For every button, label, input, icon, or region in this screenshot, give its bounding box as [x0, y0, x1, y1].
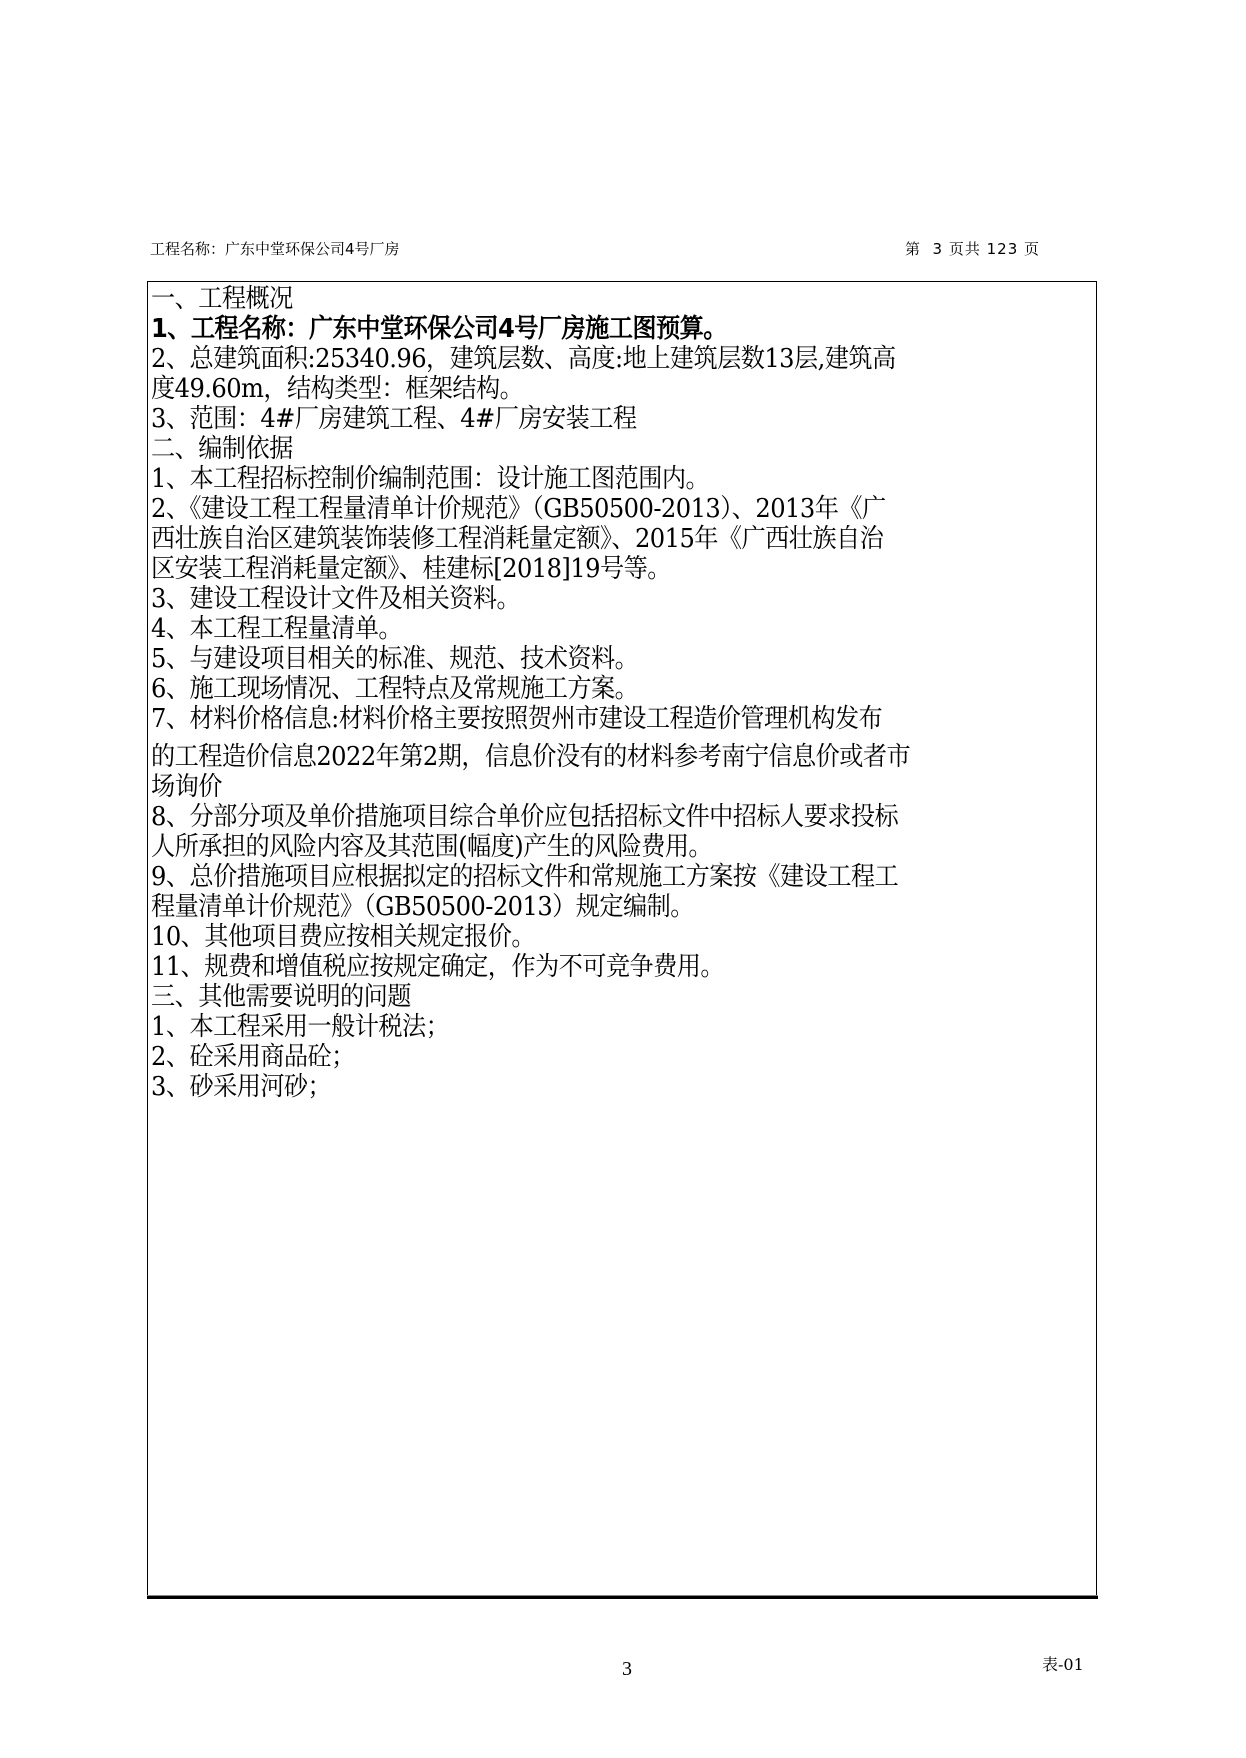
page-number: 3: [622, 1658, 632, 1680]
section-heading: 三、其他需要说明的问题: [151, 982, 411, 1012]
text-line: 1、本工程招标控制价编制范围：设计施工图范围内。: [151, 464, 710, 494]
text-line: 8、分部分项及单价措施项目综合单价应包括招标文件中招标人要求投标: [151, 802, 899, 832]
text-line: 2、砼采用商品砼；: [151, 1042, 355, 1072]
text-line: 程量清单计价规范》（GB50500-2013）规定编制。: [151, 892, 694, 922]
text-line: 9、总价措施项目应根据拟定的招标文件和常规施工方案按《建设工程工: [151, 862, 899, 892]
text-line: 的工程造价信息2022年第2期，信息价没有的材料参考南宁信息价或者市: [151, 742, 911, 772]
project-name: 广东中堂环保公司4号厂房: [225, 240, 400, 258]
text-line: 西壮族自治区建筑装饰装修工程消耗量定额》、2015年《广西壮族自治: [151, 524, 884, 554]
text-line: 1、本工程采用一般计税法；: [151, 1012, 450, 1042]
project-name-header: [150, 238, 400, 259]
section-heading: 一、工程概况: [151, 284, 293, 314]
text-line: 2、总建筑面积:25340.96，建筑层数、高度:地上建筑层数13层,建筑高: [151, 344, 896, 374]
form-code: 表-01: [1042, 1655, 1084, 1674]
text-line: 6、施工现场情况、工程特点及常规施工方案。: [151, 674, 639, 704]
section-heading: 二、编制依据: [151, 434, 293, 464]
text-line: 7、材料价格信息:材料价格主要按照贺州市建设工程造价管理机构发布: [151, 704, 883, 734]
project-title-line: 1、工程名称：广东中堂环保公司4号厂房施工图预算。: [151, 314, 727, 344]
text-line: 场询价: [151, 772, 222, 802]
text-line: 3、建设工程设计文件及相关资料。: [151, 584, 521, 614]
project-label: 工程名称：: [150, 240, 226, 258]
text-line: 10、其他项目费应按相关规定报价。: [151, 922, 535, 952]
text-line: 5、与建设项目相关的标准、规范、技术资料。: [151, 644, 639, 674]
text-line: 人所承担的风险内容及其范围(幅度)产生的风险费用。: [151, 832, 713, 862]
text-line: 3、砂采用河砂；: [151, 1072, 332, 1102]
page-info: 第 3 页共 123 页: [905, 240, 1041, 258]
text-line: 区安装工程消耗量定额》、桂建标[2018]19号等。: [151, 554, 671, 584]
text-line: 4、本工程工程量清单。: [151, 614, 403, 644]
table-bottom-border: [147, 1595, 1098, 1599]
text-line: 3、范围：4#厂房建筑工程、4#厂房安装工程: [151, 404, 637, 434]
description-content: [151, 284, 967, 1102]
text-line: 2、《建设工程工程量清单计价规范》（GB50500-2013）、2013年《广: [151, 494, 886, 524]
text-line: 11、规费和增值税应按规定确定，作为不可竞争费用。: [151, 952, 724, 982]
description-box: [147, 281, 1097, 1598]
text-line: 度49.60m，结构类型：框架结构。: [151, 374, 524, 404]
